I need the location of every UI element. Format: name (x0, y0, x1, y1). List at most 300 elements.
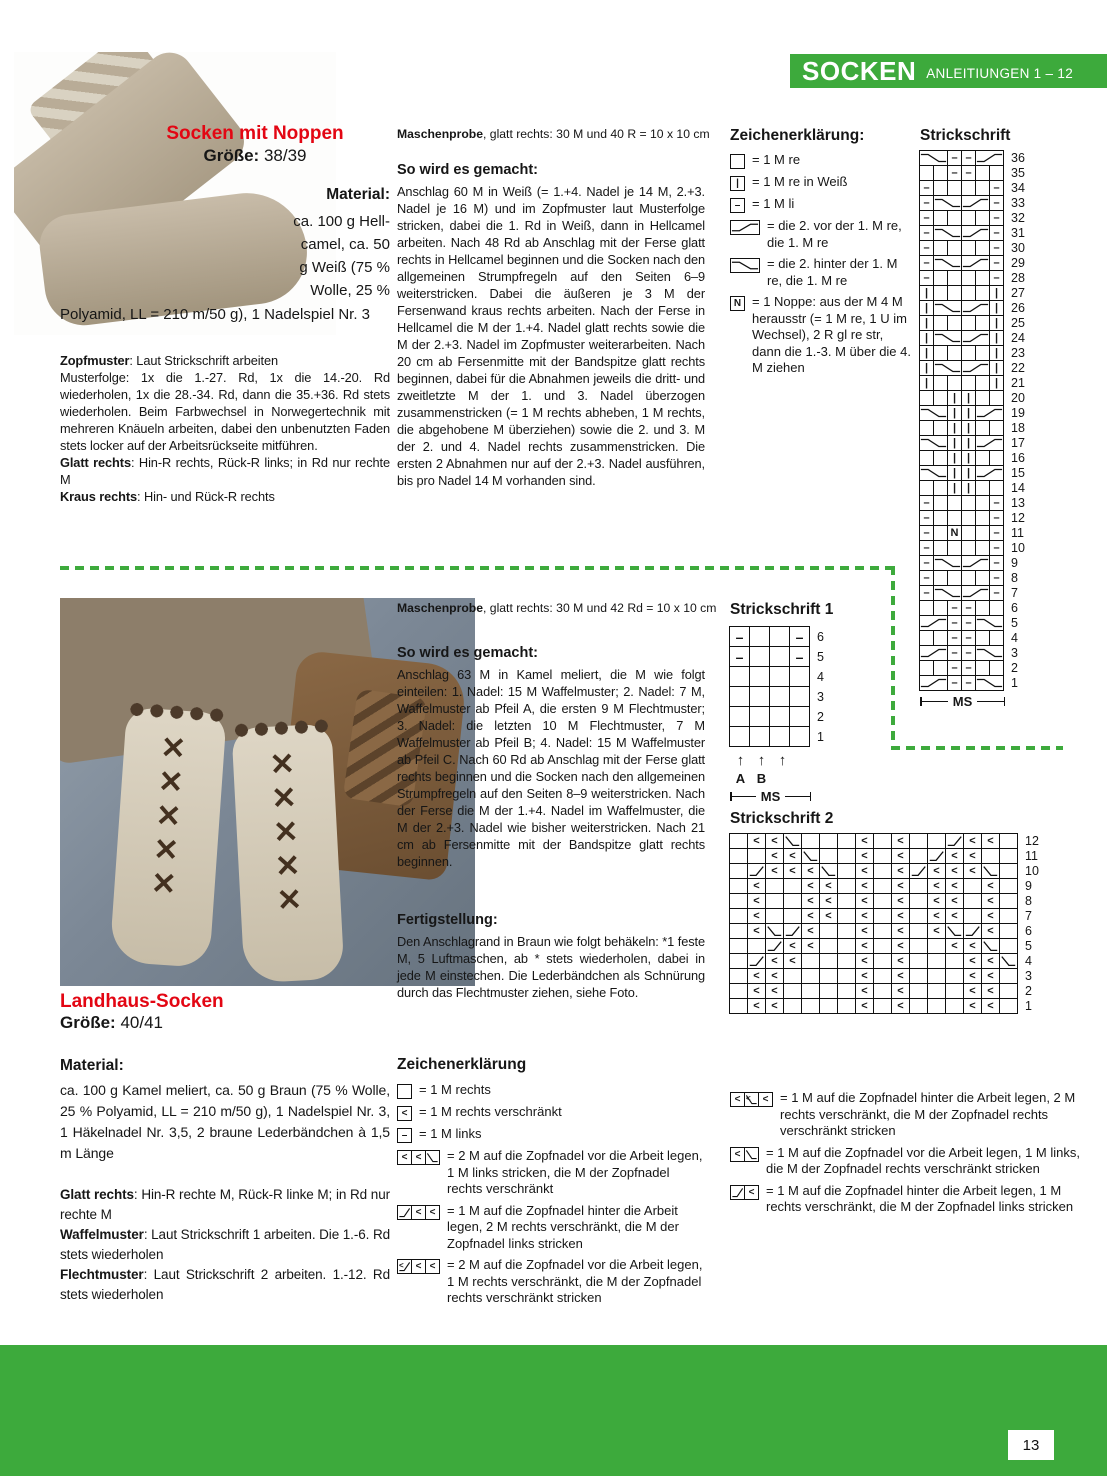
chart-cell: N (947, 525, 962, 541)
chart-cell: < (963, 953, 982, 969)
chart-row (920, 510, 1025, 526)
chart-cell (975, 345, 990, 361)
section-divider-horizontal (60, 566, 895, 570)
row-number: 6 (817, 629, 824, 644)
chart-row (920, 345, 1025, 361)
row-number: 5 (817, 649, 824, 664)
chart-cell: < (765, 863, 784, 879)
chart-cell (975, 240, 990, 256)
chart-cell (919, 390, 934, 406)
chart-row (920, 435, 1025, 451)
chart-cell: – (919, 495, 934, 511)
chart-cell: – (989, 540, 1004, 556)
row-number: 26 (1011, 301, 1025, 315)
chart-cell: | (919, 330, 934, 346)
chart-cell: | (947, 435, 962, 451)
chart-cell (837, 908, 856, 924)
chart-row (730, 646, 824, 667)
chart-cell (933, 165, 948, 181)
chart-cell (729, 726, 750, 747)
pattern1-howto-heading: So wird es gemacht: (397, 162, 539, 178)
chart-cell (989, 165, 1004, 181)
chart-cell (999, 878, 1018, 894)
chart-cell (933, 375, 948, 391)
chart-cell (801, 983, 820, 999)
chart-cell (729, 878, 748, 894)
chart-cell: – (919, 225, 934, 241)
chart-cell: | (919, 360, 934, 376)
chart-cell: < (765, 848, 784, 864)
chart-cell (909, 998, 928, 1014)
row-number: 4 (817, 669, 824, 684)
pattern2-howto-heading: So wird es gemacht: (397, 645, 539, 661)
legend-cell (730, 220, 760, 235)
chart-cell (919, 465, 948, 481)
legend-cell: < (397, 1259, 412, 1274)
chart-cell (909, 983, 928, 999)
legend-text: = 1 M links (419, 1126, 482, 1141)
chart-cell (933, 555, 962, 571)
chart-cell (999, 848, 1018, 864)
legend-cell: | (730, 176, 745, 191)
legend-symbol (397, 1128, 412, 1143)
chart-cell (989, 450, 1004, 466)
ms-label: MS (760, 789, 781, 804)
chart-cell (933, 420, 948, 436)
chart-cell (909, 863, 928, 879)
chart-cell (999, 908, 1018, 924)
legend-item (730, 256, 912, 289)
row-number: 1 (817, 729, 824, 744)
pattern2-gauge: Maschenprobe, glatt rechts: 30 M und 42 Rd = 10 x 10 cm (397, 601, 717, 615)
chart-row (920, 465, 1025, 481)
chart-cell (961, 345, 976, 361)
chart-cell (961, 330, 990, 346)
chart-cell: – (919, 255, 934, 271)
chart-cell: – (919, 555, 934, 571)
chart-cell: < (765, 968, 784, 984)
arrow-label (772, 770, 793, 786)
legend-text: = 1 M li (752, 196, 795, 211)
row-number: 24 (1011, 331, 1025, 345)
chart-cell: < (963, 938, 982, 954)
chart-row (920, 180, 1025, 196)
chart-cell (975, 465, 1004, 481)
chart-cell (837, 998, 856, 1014)
legend-item (730, 294, 912, 377)
row-number: 7 (1011, 586, 1018, 600)
chart-cell (729, 686, 750, 707)
chart-cell (819, 863, 838, 879)
chart-cell: | (919, 285, 934, 301)
row-number: 31 (1011, 226, 1025, 240)
chart-cell: | (947, 480, 962, 496)
legend-cell: < (397, 1150, 412, 1165)
chart-cell: < (981, 833, 1000, 849)
strickschrift2-chart (730, 834, 1039, 1014)
chart-cell (873, 833, 892, 849)
chart-cell: – (989, 255, 1004, 271)
chart-cell: – (919, 540, 934, 556)
chart-cell: < (963, 998, 982, 1014)
chart-cell (961, 180, 976, 196)
chart-cell: | (961, 465, 976, 481)
chart-cell (783, 878, 802, 894)
chart-cell (909, 833, 928, 849)
row-number: 36 (1011, 151, 1025, 165)
chart-cell: < (765, 833, 784, 849)
row-number: 13 (1011, 496, 1025, 510)
chart-cell (909, 848, 928, 864)
chart-cell: < (855, 983, 874, 999)
chart-cell: – (961, 150, 976, 166)
chart-cell (765, 923, 784, 939)
row-number: 16 (1011, 451, 1025, 465)
chart-cell: < (891, 923, 910, 939)
chart-cell: – (919, 240, 934, 256)
pattern1-instructions (60, 352, 390, 505)
chart-row (920, 630, 1025, 646)
chart-cell (947, 540, 962, 556)
chart-row (920, 405, 1025, 421)
legend-item (730, 174, 912, 191)
chart-cell (933, 570, 948, 586)
chart-cell: – (789, 646, 810, 667)
chart-cell (947, 210, 962, 226)
chart-cell (961, 525, 976, 541)
chart-cell (801, 833, 820, 849)
legend-text: = 1 M auf die Zopfnadel hinter die Arbeit legen, 2 M rechts verschränkt, die M der Zopfnadel rechts verschränkt stricken (780, 1090, 1076, 1138)
chart-cell: – (919, 570, 934, 586)
chart-cell (927, 848, 946, 864)
chart-cell (769, 706, 790, 727)
chart-cell (801, 848, 820, 864)
chart-cell (999, 863, 1018, 879)
chart-cell: < (981, 878, 1000, 894)
chart-row (920, 645, 1025, 661)
chart-row (730, 666, 824, 687)
row-number: 11 (1011, 526, 1024, 540)
chart-row (920, 360, 1025, 376)
chart-row (920, 570, 1025, 586)
legend-text: = 1 M auf die Zopfnadel vor die Arbeit legen, 1 M links, die M der Zopfnadel rechts verschränkt stricken (766, 1144, 1080, 1176)
legend-cell: < (397, 1106, 412, 1121)
legend-text: = 1 M re (752, 152, 801, 167)
arrow-up-icon: ↑ (757, 751, 766, 769)
chart-cell: – (989, 495, 1004, 511)
legend-cell (425, 1150, 440, 1165)
chart-cell (783, 983, 802, 999)
chart-cell (975, 630, 990, 646)
strickschrift1-chart (730, 627, 824, 804)
legend-text: = die 2. vor der 1. M re, die 1. M re (767, 218, 902, 250)
chart-cell (933, 330, 962, 346)
chart-cell (945, 953, 964, 969)
chart-row (920, 240, 1025, 256)
row-number: 10 (1025, 864, 1039, 878)
chart-cell: | (919, 375, 934, 391)
legend-symbol (730, 198, 745, 213)
legend-cell (730, 154, 745, 169)
chart-row (730, 923, 1039, 939)
chart-cell (873, 923, 892, 939)
chart-cell (961, 570, 976, 586)
chart-cell: < (801, 923, 820, 939)
chart-cell (729, 706, 750, 727)
chart-cell: – (989, 570, 1004, 586)
chart-cell (933, 285, 948, 301)
chart-cell (975, 270, 990, 286)
chart-cell (975, 660, 990, 676)
legend-cell: < (411, 1205, 426, 1220)
footer-bar (0, 1345, 1107, 1476)
paragraph: Flechtmuster: Laut Strickschrift 2 arbeiten. 1.-12. Rd stets wiederholen (60, 1267, 390, 1302)
chart-cell (933, 315, 948, 331)
chart-cell: | (989, 360, 1004, 376)
legend-item (397, 1104, 707, 1121)
chart-cell (909, 893, 928, 909)
chart-cell: < (747, 908, 766, 924)
chart-cell (729, 923, 748, 939)
row-number: 9 (1011, 556, 1018, 570)
chart-cell (961, 555, 990, 571)
legend-text: = 2 M auf die Zopfnadel vor die Arbeit legen, 1 M links stricken, die M der Zopfnadel rechts verschränkt (447, 1148, 703, 1196)
chart-cell (747, 848, 766, 864)
legend-text: = die 2. hinter der 1. M re, die 1. M re (767, 256, 898, 288)
row-number: 1 (1011, 676, 1018, 690)
chart-cell: – (947, 645, 962, 661)
chart-cell (765, 893, 784, 909)
paragraph: Musterfolge: 1x die 1.-27. Rd, 1x die 14.-20. Rd wiederholen, 1x die 28.-34. Rd, dann die 35.+36. Rd stets wiederholen. Beim Farbwechsel in Norwegertechnik mit mehreren Knäueln arbeiten, dabei den unbenutzten Faden stets locker auf der Arbeitsrückseite mitführen. (60, 370, 390, 453)
pattern2-howto-text: Anschlag 63 M in Kamel meliert, die M wie folgt einteilen: 1. Nadel: 15 M Waffelmuster; 2. Nadel: 7 M, Waffelmuster ab Pfeil A, die ersten 9 M Flechtmuster; 3. Nadel: die letzten 10 M Flechtmuster, 7 M Waffelmuster ab Pfeil B; 4. Nadel: 15 M Waffelmuster ab Pfeil C. Nach 60 Rd ab Anschlag mit der Ferse glatt rechts beginnen und die Socken nach den allgemeinen Strumpfregeln auf den Seiten 8–9 weiterstricken. Nach der Ferse die M der 1.+4. Nadel im Waffelmuster, die M der 2.+3. Nadel wie bisher weiterstricken. Nach 21 cm ab Fersenmitte mit der Bandspitze glatt rechts beginnen. (397, 667, 705, 869)
legend-cell: < (758, 1092, 773, 1107)
legend-text: = 1 M rechts (419, 1082, 491, 1097)
chart-cell: < (855, 878, 874, 894)
chart-cell (989, 630, 1004, 646)
row-number: 20 (1011, 391, 1025, 405)
chart-cell: – (947, 660, 962, 676)
chart-cell: < (927, 923, 946, 939)
chart-cell (961, 210, 976, 226)
chart-cell: < (927, 878, 946, 894)
chart-cell (947, 285, 962, 301)
chart-row (920, 420, 1025, 436)
paragraph: Kraus rechts: Hin- und Rück-R rechts (60, 489, 275, 504)
chart-cell (975, 570, 990, 586)
legend-text: = 1 M re in Weiß (752, 174, 848, 189)
chart-cell (837, 938, 856, 954)
chart-row (920, 585, 1025, 601)
chart-cell (789, 726, 810, 747)
chart-cell (961, 315, 976, 331)
chart-cell: < (855, 893, 874, 909)
ms-bracket (730, 789, 811, 804)
chart-row (920, 165, 1025, 181)
chart-cell (919, 615, 948, 631)
chart-cell: < (855, 833, 874, 849)
chart-cell: < (891, 998, 910, 1014)
legend-item (730, 1145, 1090, 1178)
row-number: 15 (1011, 466, 1025, 480)
legend-cell: < (425, 1205, 440, 1220)
legend-symbol (730, 1092, 773, 1107)
chart-cell (919, 150, 948, 166)
chart-cell (837, 893, 856, 909)
legend-text: = 1 Noppe: aus der M 4 M herausstr (= 1 M re, 1 U im Wechsel), 2 R gl re str, dann die 1.-3. M über die 4. M ziehen (752, 294, 911, 375)
row-number: 2 (1011, 661, 1018, 675)
arrow-up-icon: ↑ (736, 751, 745, 769)
chart-cell (927, 998, 946, 1014)
chart-cell: – (989, 585, 1004, 601)
chart-cell (933, 525, 948, 541)
chart-cell: < (747, 968, 766, 984)
chart-cell: | (961, 480, 976, 496)
row-number: 1 (1025, 999, 1032, 1013)
chart-cell (801, 953, 820, 969)
legend-symbol (397, 1106, 412, 1121)
chart-cell (927, 833, 946, 849)
chart-cell (873, 968, 892, 984)
chart-cell (981, 863, 1000, 879)
size-label: Größe: (203, 146, 260, 165)
chart-cell (975, 285, 990, 301)
chart-cell (933, 225, 962, 241)
chart-cell (801, 968, 820, 984)
text-line: g Weiß (75 % (299, 259, 390, 276)
chart-cell (729, 953, 748, 969)
chart-cell: < (819, 878, 838, 894)
chart-cell (933, 450, 948, 466)
chart-cell (975, 675, 1004, 691)
chart-cell (783, 833, 802, 849)
chart-cell: | (947, 405, 962, 421)
pattern2-size: Größe: 40/41 (60, 1013, 164, 1032)
paragraph: Glatt rechts: Hin-R rechte M, Rück-R linke M; in Rd nur rechte M (60, 1187, 391, 1222)
chart-cell (975, 435, 1004, 451)
legend-symbol (397, 1205, 440, 1220)
chart-cell: | (947, 420, 962, 436)
chart-cell: < (981, 998, 1000, 1014)
chart-row (730, 848, 1039, 864)
chart-cell: – (989, 225, 1004, 241)
pattern1-size (110, 146, 400, 166)
chart-cell (975, 420, 990, 436)
chart-cell (945, 968, 964, 984)
row-number: 4 (1011, 631, 1018, 645)
row-number: 3 (817, 689, 824, 704)
chart-cell (961, 585, 990, 601)
legend-item (397, 1203, 707, 1253)
chart-cell: – (961, 660, 976, 676)
chart-cell: | (947, 390, 962, 406)
chart-cell: < (747, 923, 766, 939)
legend-cell (730, 258, 760, 273)
chart-cell (729, 833, 748, 849)
chart-cell: – (947, 675, 962, 691)
chart-cell (789, 666, 810, 687)
chart-cell: | (989, 345, 1004, 361)
chart-cell (963, 893, 982, 909)
row-number: 9 (1025, 879, 1032, 893)
chart-cell (919, 630, 934, 646)
pattern1-gauge: Maschenprobe, glatt rechts: 30 M und 40 R = 10 x 10 cm (397, 127, 710, 141)
row-number: 27 (1011, 286, 1025, 300)
chart-cell (919, 645, 948, 661)
legend-symbol (730, 220, 760, 235)
chart-cell (873, 983, 892, 999)
chart-cell: – (961, 600, 976, 616)
chart-cell: | (947, 450, 962, 466)
chart-cell: – (961, 630, 976, 646)
chart-cell (933, 360, 962, 376)
chart-cell (963, 878, 982, 894)
pattern1-knitting-chart (920, 151, 1025, 709)
chart-cell (927, 938, 946, 954)
paragraph: Zopfmuster: Laut Strickschrift arbeiten (60, 353, 278, 368)
chart-cell (975, 510, 990, 526)
chart-cell: < (783, 863, 802, 879)
paragraph: Glatt rechts: Hin-R rechts, Rück-R links; in Rd nur rechte M (60, 455, 391, 487)
chart-cell: < (765, 998, 784, 1014)
chart-cell (749, 726, 770, 747)
pattern2-material: ca. 100 g Kamel meliert, ca. 50 g Braun (75 % Wolle, 25 % Polyamid, LL = 210 m/50 g), 1 Nadelspiel Nr. 3, 1 Häkelnadel Nr. 3,5, 2 braune Lederbändchen à 1,5 m Länge (60, 1082, 390, 1161)
chart-cell: < (945, 848, 964, 864)
legend-text: = 1 M rechts verschränkt (419, 1104, 562, 1119)
chart-cell: – (961, 675, 976, 691)
chart-cell (749, 626, 770, 647)
chart-row (730, 908, 1039, 924)
legend-cell: < (744, 1092, 759, 1107)
chart-cell: < (747, 833, 766, 849)
chart-cell (981, 938, 1000, 954)
chart-cell (837, 878, 856, 894)
chart-cell (961, 495, 976, 511)
chart-row (920, 300, 1025, 316)
row-number: 4 (1025, 954, 1032, 968)
chart-row (920, 225, 1025, 241)
chart-cell (873, 863, 892, 879)
chart-cell (975, 480, 990, 496)
chart-row (920, 390, 1025, 406)
strickschrift1-title: Strickschrift 1 (730, 601, 834, 618)
arrow-row (730, 749, 824, 771)
row-number: 12 (1025, 834, 1039, 848)
chart-cell: < (801, 893, 820, 909)
chart-cell (961, 375, 976, 391)
chart-cell (933, 660, 948, 676)
chart-cell (963, 923, 982, 939)
chart-cell: < (891, 953, 910, 969)
chart-cell: – (919, 195, 934, 211)
legend-text: = 1 M auf die Zopfnadel hinter die Arbeit legen, 2 M rechts verschränkt, die M der Zopfnadel links stricken (447, 1202, 679, 1251)
chart-cell (999, 983, 1018, 999)
chart-cell: – (961, 615, 976, 631)
chart-cell (945, 923, 964, 939)
legend-text: = 2 M auf die Zopfnadel vor die Arbeit legen, 1 M rechts verschränkt, die M der Zopfnadel rechts verschränkt stricken (447, 1257, 703, 1305)
chart-cell (933, 540, 948, 556)
row-number: 33 (1011, 196, 1025, 210)
chart-row (920, 555, 1025, 571)
legend-symbol (730, 1185, 759, 1200)
chart-cell (947, 270, 962, 286)
chart-cell (947, 495, 962, 511)
row-number: 30 (1011, 241, 1025, 255)
chart-cell (801, 998, 820, 1014)
chart-cell: < (855, 998, 874, 1014)
pattern1-material-continuation: Polyamid, LL = 210 m/50 g), 1 Nadelspiel Nr. 3 (60, 306, 371, 323)
chart-cell (789, 706, 810, 727)
chart-cell (837, 953, 856, 969)
